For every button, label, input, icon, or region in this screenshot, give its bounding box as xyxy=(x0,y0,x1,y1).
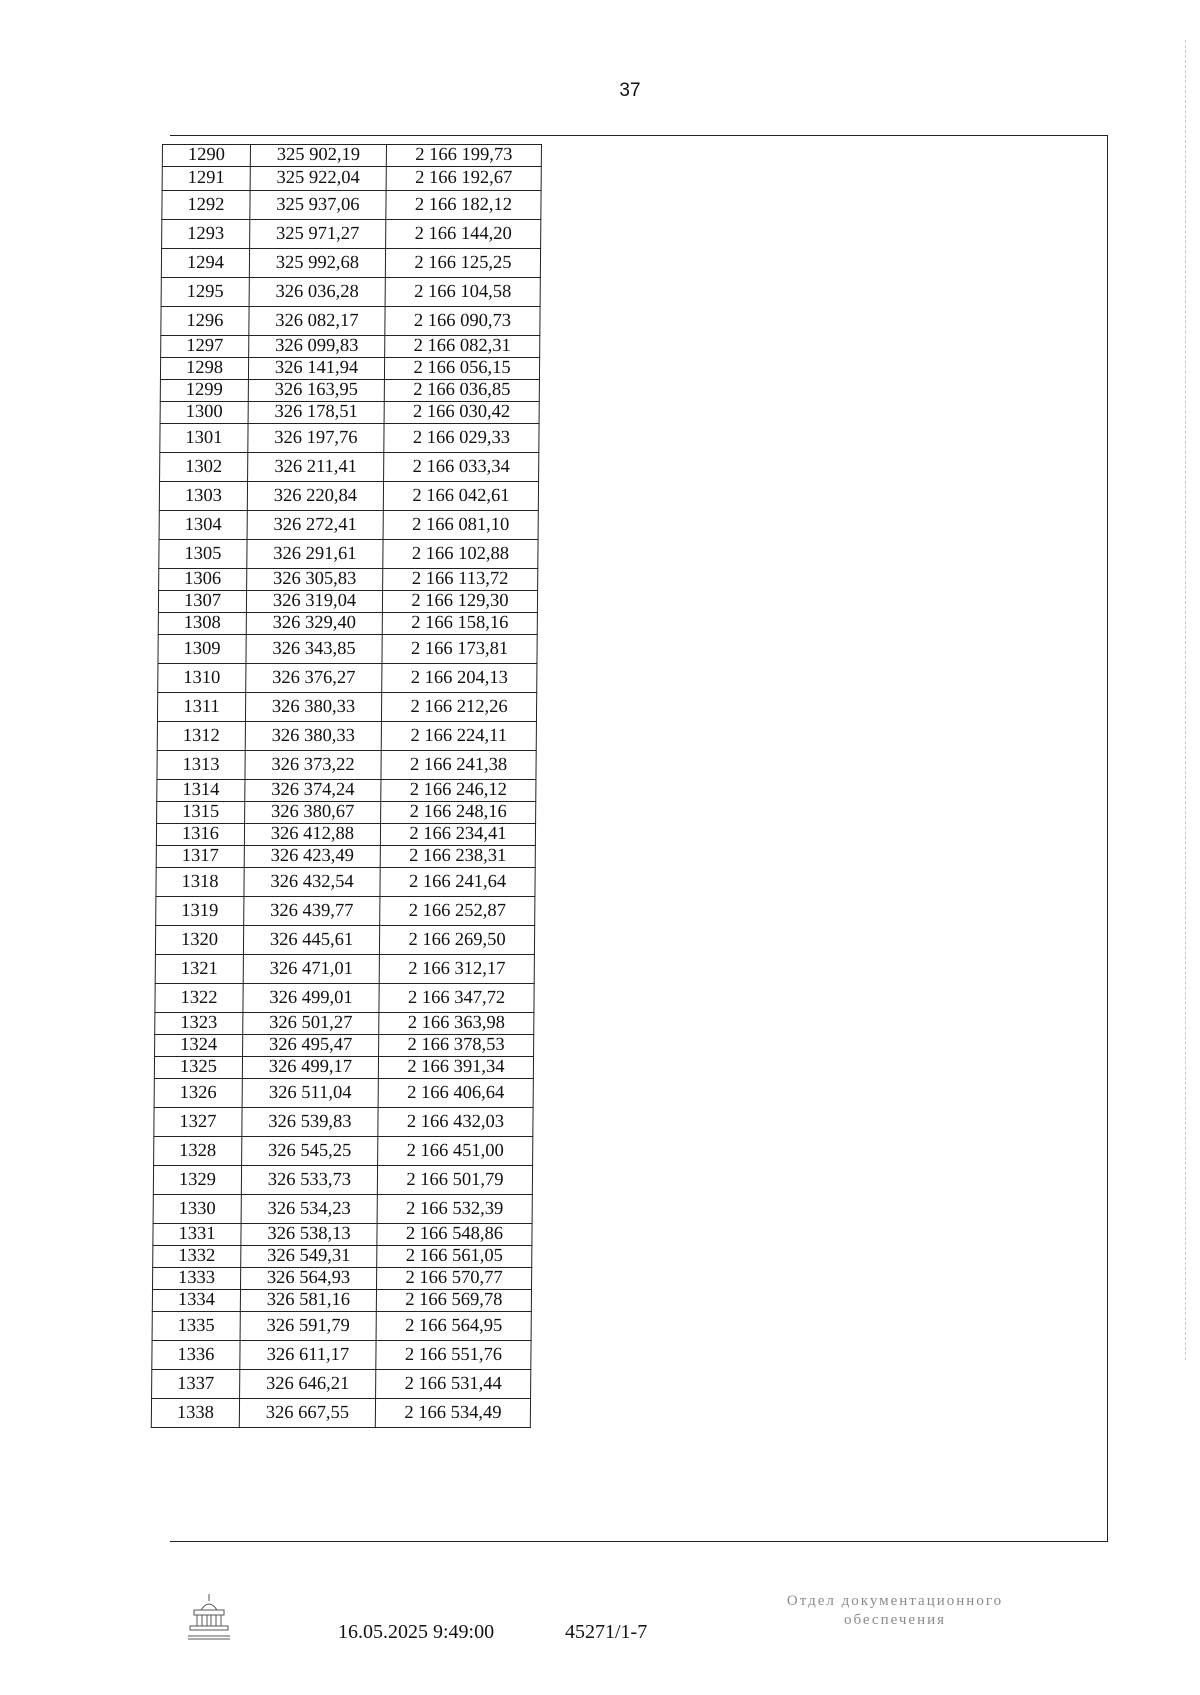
y-coordinate-cell: 2 166 036,85 xyxy=(384,380,539,402)
y-coordinate-cell: 2 166 030,42 xyxy=(384,402,539,424)
x-coordinate-cell: 326 646,21 xyxy=(240,1370,376,1399)
point-number-cell: 1327 xyxy=(154,1108,242,1137)
point-number-cell: 1336 xyxy=(152,1341,240,1370)
x-coordinate-cell: 326 439,77 xyxy=(244,897,380,926)
x-coordinate-cell: 326 163,95 xyxy=(248,380,384,402)
y-coordinate-cell: 2 166 534,49 xyxy=(375,1399,530,1428)
table-row xyxy=(153,1268,532,1290)
x-coordinate-cell: 326 432,54 xyxy=(244,868,380,897)
point-number-cell: 1312 xyxy=(157,722,245,751)
point-number-cell: 1301 xyxy=(160,424,248,453)
point-number-cell: 1314 xyxy=(157,780,245,802)
table-row xyxy=(152,1341,531,1370)
point-number-cell: 1329 xyxy=(153,1166,241,1195)
y-coordinate-cell: 2 166 241,38 xyxy=(381,751,536,780)
table-row xyxy=(154,1108,533,1137)
x-coordinate-cell: 326 082,17 xyxy=(249,307,385,336)
point-number-cell: 1300 xyxy=(160,402,248,424)
y-coordinate-cell: 2 166 212,26 xyxy=(381,693,536,722)
table-row xyxy=(159,569,538,591)
y-coordinate-cell: 2 166 192,67 xyxy=(386,167,541,191)
table-row xyxy=(152,1290,531,1312)
table-row xyxy=(161,307,540,336)
point-number-cell: 1294 xyxy=(161,249,249,278)
table-row xyxy=(158,613,537,635)
point-number-cell: 1318 xyxy=(156,868,244,897)
point-number-cell: 1332 xyxy=(153,1246,241,1268)
point-number-cell: 1331 xyxy=(153,1224,241,1246)
footer-datetime: 16.05.2025 9:49:00 xyxy=(338,1621,495,1643)
x-coordinate-cell: 326 667,55 xyxy=(239,1399,375,1428)
table-row xyxy=(162,191,541,220)
x-coordinate-cell: 326 380,33 xyxy=(245,693,381,722)
y-coordinate-cell: 2 166 238,31 xyxy=(380,846,535,868)
y-coordinate-cell: 2 166 033,34 xyxy=(384,453,539,482)
x-coordinate-cell: 325 937,06 xyxy=(250,191,386,220)
x-coordinate-cell: 326 545,25 xyxy=(242,1137,378,1166)
table-row xyxy=(153,1224,532,1246)
table-row xyxy=(155,955,534,984)
y-coordinate-cell: 2 166 501,79 xyxy=(377,1166,532,1195)
y-coordinate-cell: 2 166 204,13 xyxy=(382,664,537,693)
y-coordinate-cell: 2 166 312,17 xyxy=(379,955,534,984)
y-coordinate-cell: 2 166 199,73 xyxy=(386,145,541,167)
y-coordinate-cell: 2 166 570,77 xyxy=(377,1268,532,1290)
table-row xyxy=(157,693,536,722)
y-coordinate-cell: 2 166 564,95 xyxy=(376,1312,531,1341)
point-number-cell: 1307 xyxy=(158,591,246,613)
point-number-cell: 1293 xyxy=(162,220,250,249)
point-number-cell: 1311 xyxy=(157,693,245,722)
point-number-cell: 1325 xyxy=(154,1057,242,1079)
x-coordinate-cell: 326 291,61 xyxy=(247,540,383,569)
x-coordinate-cell: 326 220,84 xyxy=(247,482,383,511)
state-duma-building-icon xyxy=(184,1592,234,1644)
x-coordinate-cell: 326 611,17 xyxy=(240,1341,376,1370)
point-number-cell: 1338 xyxy=(151,1399,239,1428)
y-coordinate-cell: 2 166 378,53 xyxy=(379,1035,534,1057)
x-coordinate-cell: 326 534,23 xyxy=(241,1195,377,1224)
point-number-cell: 1298 xyxy=(160,358,248,380)
point-number-cell: 1324 xyxy=(155,1035,243,1057)
table-row xyxy=(156,897,535,926)
point-number-cell: 1326 xyxy=(154,1079,242,1108)
table-row xyxy=(157,802,536,824)
x-coordinate-cell: 326 471,01 xyxy=(243,955,379,984)
x-coordinate-cell: 325 971,27 xyxy=(250,220,386,249)
point-number-cell: 1299 xyxy=(160,380,248,402)
stamp-line-2: обеспечения xyxy=(843,1612,947,1628)
point-number-cell: 1322 xyxy=(155,984,243,1013)
x-coordinate-cell: 326 581,16 xyxy=(240,1290,376,1312)
y-coordinate-cell: 2 166 234,41 xyxy=(380,824,535,846)
page-number: 37 xyxy=(619,80,641,101)
scan-edge-marks xyxy=(1185,40,1194,1360)
y-coordinate-cell: 2 166 125,25 xyxy=(385,249,540,278)
table-row xyxy=(160,358,539,380)
y-coordinate-cell: 2 166 561,05 xyxy=(377,1246,532,1268)
x-coordinate-cell: 326 305,83 xyxy=(247,569,383,591)
x-coordinate-cell: 326 533,73 xyxy=(241,1166,377,1195)
point-number-cell: 1296 xyxy=(161,307,249,336)
point-number-cell: 1333 xyxy=(153,1268,241,1290)
point-number-cell: 1290 xyxy=(162,145,250,167)
point-number-cell: 1323 xyxy=(155,1013,243,1035)
y-coordinate-cell: 2 166 182,12 xyxy=(386,191,541,220)
table-row xyxy=(155,984,534,1013)
table-row xyxy=(152,1370,531,1399)
x-coordinate-cell: 326 549,31 xyxy=(241,1246,377,1268)
x-coordinate-cell: 326 538,13 xyxy=(241,1224,377,1246)
y-coordinate-cell: 2 166 391,34 xyxy=(378,1057,533,1079)
y-coordinate-cell: 2 166 158,16 xyxy=(382,613,537,635)
point-number-cell: 1302 xyxy=(160,453,248,482)
x-coordinate-cell: 326 376,27 xyxy=(246,664,382,693)
point-number-cell: 1306 xyxy=(159,569,247,591)
point-number-cell: 1308 xyxy=(158,613,246,635)
x-coordinate-cell: 326 374,24 xyxy=(245,780,381,802)
point-number-cell: 1304 xyxy=(159,511,247,540)
table-row xyxy=(160,402,539,424)
x-coordinate-cell: 326 380,33 xyxy=(245,722,381,751)
x-coordinate-cell: 326 178,51 xyxy=(248,402,384,424)
table-row xyxy=(154,1079,533,1108)
x-coordinate-cell: 326 591,79 xyxy=(240,1312,376,1341)
x-coordinate-cell: 325 992,68 xyxy=(249,249,385,278)
point-number-cell: 1303 xyxy=(159,482,247,511)
y-coordinate-cell: 2 166 532,39 xyxy=(377,1195,532,1224)
table-row xyxy=(154,1137,533,1166)
x-coordinate-cell: 326 511,04 xyxy=(242,1079,378,1108)
x-coordinate-cell: 326 329,40 xyxy=(246,613,382,635)
footer-document-number: 45271/1-7 xyxy=(565,1621,648,1643)
y-coordinate-cell: 2 166 347,72 xyxy=(379,984,534,1013)
y-coordinate-cell: 2 166 548,86 xyxy=(377,1224,532,1246)
y-coordinate-cell: 2 166 269,50 xyxy=(379,926,534,955)
x-coordinate-cell: 326 319,04 xyxy=(246,591,382,613)
y-coordinate-cell: 2 166 551,76 xyxy=(376,1341,531,1370)
table-row xyxy=(153,1246,532,1268)
table-row xyxy=(162,167,541,191)
table-row xyxy=(151,1399,530,1428)
point-number-cell: 1310 xyxy=(158,664,246,693)
x-coordinate-cell: 326 499,01 xyxy=(243,984,379,1013)
table-row xyxy=(157,780,536,802)
table-row xyxy=(159,511,538,540)
table-row xyxy=(159,482,538,511)
table-row xyxy=(155,926,534,955)
y-coordinate-cell: 2 166 082,31 xyxy=(385,336,540,358)
x-coordinate-cell: 325 922,04 xyxy=(250,167,386,191)
coordinates-table xyxy=(151,144,542,1428)
y-coordinate-cell: 2 166 406,64 xyxy=(378,1079,533,1108)
table-row xyxy=(155,1013,534,1035)
y-coordinate-cell: 2 166 531,44 xyxy=(376,1370,531,1399)
x-coordinate-cell: 326 343,85 xyxy=(246,635,382,664)
point-number-cell: 1295 xyxy=(161,278,249,307)
table-row xyxy=(156,824,535,846)
y-coordinate-cell: 2 166 113,72 xyxy=(383,569,538,591)
point-number-cell: 1337 xyxy=(152,1370,240,1399)
x-coordinate-cell: 326 099,83 xyxy=(249,336,385,358)
y-coordinate-cell: 2 166 224,11 xyxy=(381,722,536,751)
table-row xyxy=(158,664,537,693)
point-number-cell: 1317 xyxy=(156,846,244,868)
point-number-cell: 1330 xyxy=(153,1195,241,1224)
x-coordinate-cell: 326 211,41 xyxy=(248,453,384,482)
stamp-line-1: Отдел документационного xyxy=(786,1593,1004,1609)
table-row xyxy=(161,278,540,307)
table-row xyxy=(153,1166,532,1195)
x-coordinate-cell: 326 412,88 xyxy=(244,824,380,846)
x-coordinate-cell: 326 036,28 xyxy=(249,278,385,307)
table-row xyxy=(157,722,536,751)
x-coordinate-cell: 326 499,17 xyxy=(242,1057,378,1079)
x-coordinate-cell: 326 539,83 xyxy=(242,1108,378,1137)
y-coordinate-cell: 2 166 241,64 xyxy=(380,868,535,897)
table-row xyxy=(161,249,540,278)
y-coordinate-cell: 2 166 246,12 xyxy=(381,780,536,802)
table-row xyxy=(154,1057,533,1079)
x-coordinate-cell: 326 141,94 xyxy=(248,358,384,380)
x-coordinate-cell: 326 501,27 xyxy=(243,1013,379,1035)
x-coordinate-cell: 326 373,22 xyxy=(245,751,381,780)
point-number-cell: 1334 xyxy=(152,1290,240,1312)
point-number-cell: 1313 xyxy=(157,751,245,780)
point-number-cell: 1297 xyxy=(161,336,249,358)
x-coordinate-cell: 326 564,93 xyxy=(241,1268,377,1290)
y-coordinate-cell: 2 166 252,87 xyxy=(380,897,535,926)
x-coordinate-cell: 326 380,67 xyxy=(245,802,381,824)
table-row xyxy=(153,1195,532,1224)
table-row xyxy=(152,1312,531,1341)
table-row xyxy=(160,380,539,402)
point-number-cell: 1316 xyxy=(156,824,244,846)
y-coordinate-cell: 2 166 081,10 xyxy=(383,511,538,540)
point-number-cell: 1319 xyxy=(156,897,244,926)
point-number-cell: 1335 xyxy=(152,1312,240,1341)
department-stamp xyxy=(735,1592,1055,1630)
table-row xyxy=(156,868,535,897)
table-row xyxy=(157,751,536,780)
y-coordinate-cell: 2 166 104,58 xyxy=(385,278,540,307)
point-number-cell: 1291 xyxy=(162,167,250,191)
table-row xyxy=(162,220,541,249)
point-number-cell: 1321 xyxy=(155,955,243,984)
y-coordinate-cell: 2 166 432,03 xyxy=(378,1108,533,1137)
x-coordinate-cell: 326 495,47 xyxy=(243,1035,379,1057)
point-number-cell: 1328 xyxy=(154,1137,242,1166)
y-coordinate-cell: 2 166 173,81 xyxy=(382,635,537,664)
table-row xyxy=(160,424,539,453)
x-coordinate-cell: 325 902,19 xyxy=(250,145,386,167)
y-coordinate-cell: 2 166 144,20 xyxy=(386,220,541,249)
point-number-cell: 1320 xyxy=(155,926,243,955)
y-coordinate-cell: 2 166 102,88 xyxy=(383,540,538,569)
table-row xyxy=(161,336,540,358)
table-row xyxy=(155,1035,534,1057)
y-coordinate-cell: 2 166 248,16 xyxy=(381,802,536,824)
point-number-cell: 1292 xyxy=(162,191,250,220)
table-row xyxy=(156,846,535,868)
table-row xyxy=(162,145,541,167)
y-coordinate-cell: 2 166 363,98 xyxy=(379,1013,534,1035)
x-coordinate-cell: 326 197,76 xyxy=(248,424,384,453)
point-number-cell: 1309 xyxy=(158,635,246,664)
point-number-cell: 1315 xyxy=(157,802,245,824)
x-coordinate-cell: 326 423,49 xyxy=(244,846,380,868)
y-coordinate-cell: 2 166 129,30 xyxy=(382,591,537,613)
table-row xyxy=(158,591,537,613)
y-coordinate-cell: 2 166 451,00 xyxy=(378,1137,533,1166)
x-coordinate-cell: 326 445,61 xyxy=(243,926,379,955)
y-coordinate-cell: 2 166 029,33 xyxy=(384,424,539,453)
point-number-cell: 1305 xyxy=(159,540,247,569)
y-coordinate-cell: 2 166 042,61 xyxy=(383,482,538,511)
y-coordinate-cell: 2 166 569,78 xyxy=(376,1290,531,1312)
x-coordinate-cell: 326 272,41 xyxy=(247,511,383,540)
y-coordinate-cell: 2 166 090,73 xyxy=(385,307,540,336)
table-row xyxy=(158,635,537,664)
table-row xyxy=(160,453,539,482)
table-row xyxy=(159,540,538,569)
y-coordinate-cell: 2 166 056,15 xyxy=(384,358,539,380)
